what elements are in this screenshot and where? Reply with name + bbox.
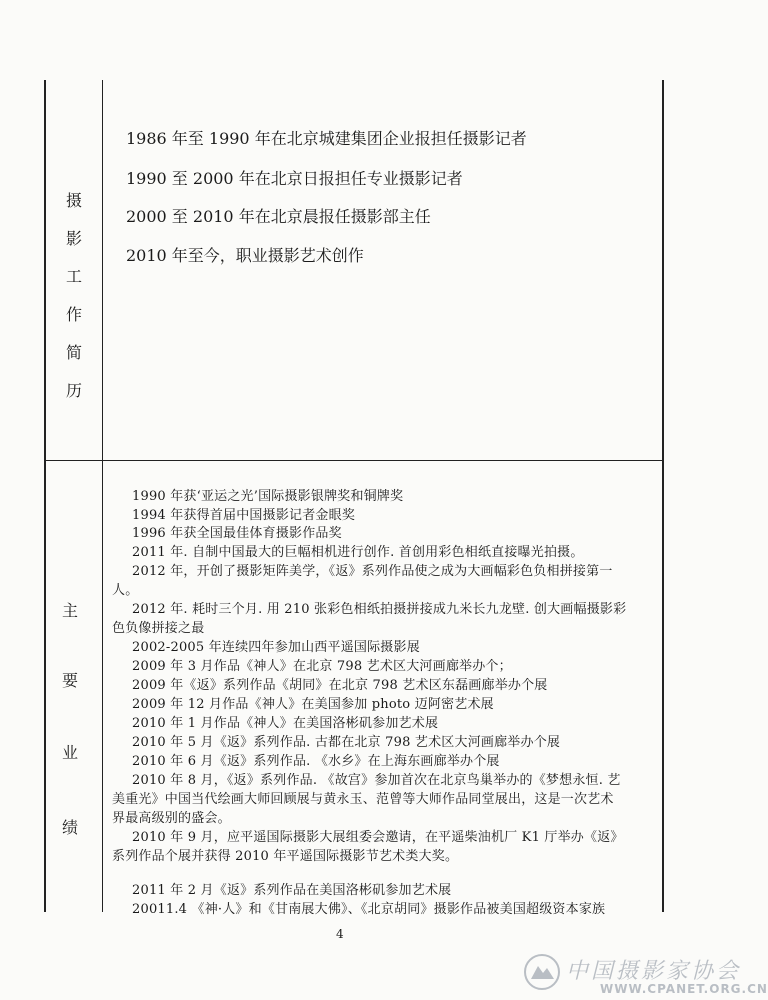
cpa-logo-icon (522, 952, 562, 992)
label-char: 摄 (65, 191, 82, 210)
label-char: 影 (65, 229, 82, 248)
achievement-line: 2012 年. 耗时三个月. 用 210 张彩色相纸拍摄拼接成九米长九龙壁. 创大画幅摄影彩 (132, 602, 627, 617)
label-char: 绩 (61, 818, 78, 837)
label-char: 工 (65, 267, 82, 286)
achievement-line: 2009 年 12 月作品《神人》在美国参加 photo 迈阿密艺术展 (132, 697, 494, 712)
achievement-line: 2009 年 3 月作品《神人》在北京 798 艺术区大河画廊举办个； (132, 659, 512, 674)
career-line: 2010 年至今，职业摄影艺术创作 (126, 246, 364, 265)
label-char: 主 (61, 601, 78, 620)
achievement-line: 2010 年 5 月《返》系列作品. 古都在北京 798 艺术区大河画廊举办个展 (132, 735, 561, 750)
achievement-line: 2011 年. 自制中国最大的巨幅相机进行创作. 首创用彩色相纸直接曝光拍摄。 (132, 545, 584, 560)
watermark-title: 中国摄影家协会 (566, 959, 742, 984)
achievement-line: 1994 年获得首届中国摄影记者金眼奖 (132, 508, 356, 523)
achievement-line: 2010 年 8 月，《返》系列作品. 《故宫》参加首次在北京鸟巢举办的《梦想永恒. 艺 (132, 773, 621, 788)
achievement-line: 2010 年 6 月《返》系列作品. 《水乡》在上海东画廊举办个展 (132, 754, 500, 769)
achievement-line: 美重光》中国当代绘画大师回顾展与黄永玉、范曾等大师作品同堂展出，这是一次艺术 (112, 792, 614, 807)
achievement-line: 2010 年 9 月，应平遥国际摄影大展组委会邀请，在平遥柴油机厂 K1 厅举办《返》 (132, 830, 624, 845)
achievement-line: 2009 年《返》系列作品《胡同》在北京 798 艺术区东磊画廊举办个展 (132, 678, 548, 693)
label-char: 简 (65, 343, 82, 362)
career-line: 1986 年至 1990 年在北京城建集团企业报担任摄影记者 (126, 129, 527, 148)
achievement-line: 人。 (112, 583, 139, 598)
watermark-url: WWW.CPANET.ORG.CN (600, 982, 768, 996)
achievement-line: 2002-2005 年连续四年参加山西平遥国际摄影展 (132, 640, 420, 655)
career-line: 1990 至 2000 年在北京日报担任专业摄影记者 (126, 169, 463, 188)
table-column-divider (102, 80, 103, 912)
achievement-line: 2012 年，开创了摄影矩阵美学，《返》系列作品使之成为大画幅彩色负相拼接第一 (132, 564, 613, 579)
achievement-line: 2011 年 2 月《返》系列作品在美国洛彬矶参加艺术展 (132, 883, 452, 898)
career-line: 2000 至 2010 年在北京晨报任摄影部主任 (126, 207, 431, 226)
label-char: 历 (65, 381, 82, 400)
page-number: 4 (336, 927, 344, 941)
table-row-divider (44, 460, 664, 461)
achievement-line: 1996 年获全国最佳体育摄影作品奖 (132, 526, 342, 541)
watermark (522, 952, 768, 1000)
table-border-right (662, 80, 664, 912)
achievement-line: 1990 年获‘亚运之光’国际摄影银牌奖和铜牌奖 (132, 489, 404, 504)
achievement-line: 20011.4 《神·人》和《甘南展大佛》、《北京胡同》摄影作品被美国超级资本家族 (132, 902, 606, 917)
achievement-line: 界最高级别的盛会。 (112, 811, 231, 826)
table-border-left (44, 80, 46, 912)
label-char: 业 (61, 743, 78, 762)
achievement-line: 系列作品个展并获得 2010 年平遥国际摄影节艺术类大奖。 (112, 849, 459, 864)
label-char: 要 (61, 671, 78, 690)
achievement-line: 色负像拼接之最 (112, 621, 205, 636)
label-char: 作 (65, 305, 82, 324)
achievement-line: 2010 年 1 月作品《神人》在美国洛彬矶参加艺术展 (132, 716, 439, 731)
